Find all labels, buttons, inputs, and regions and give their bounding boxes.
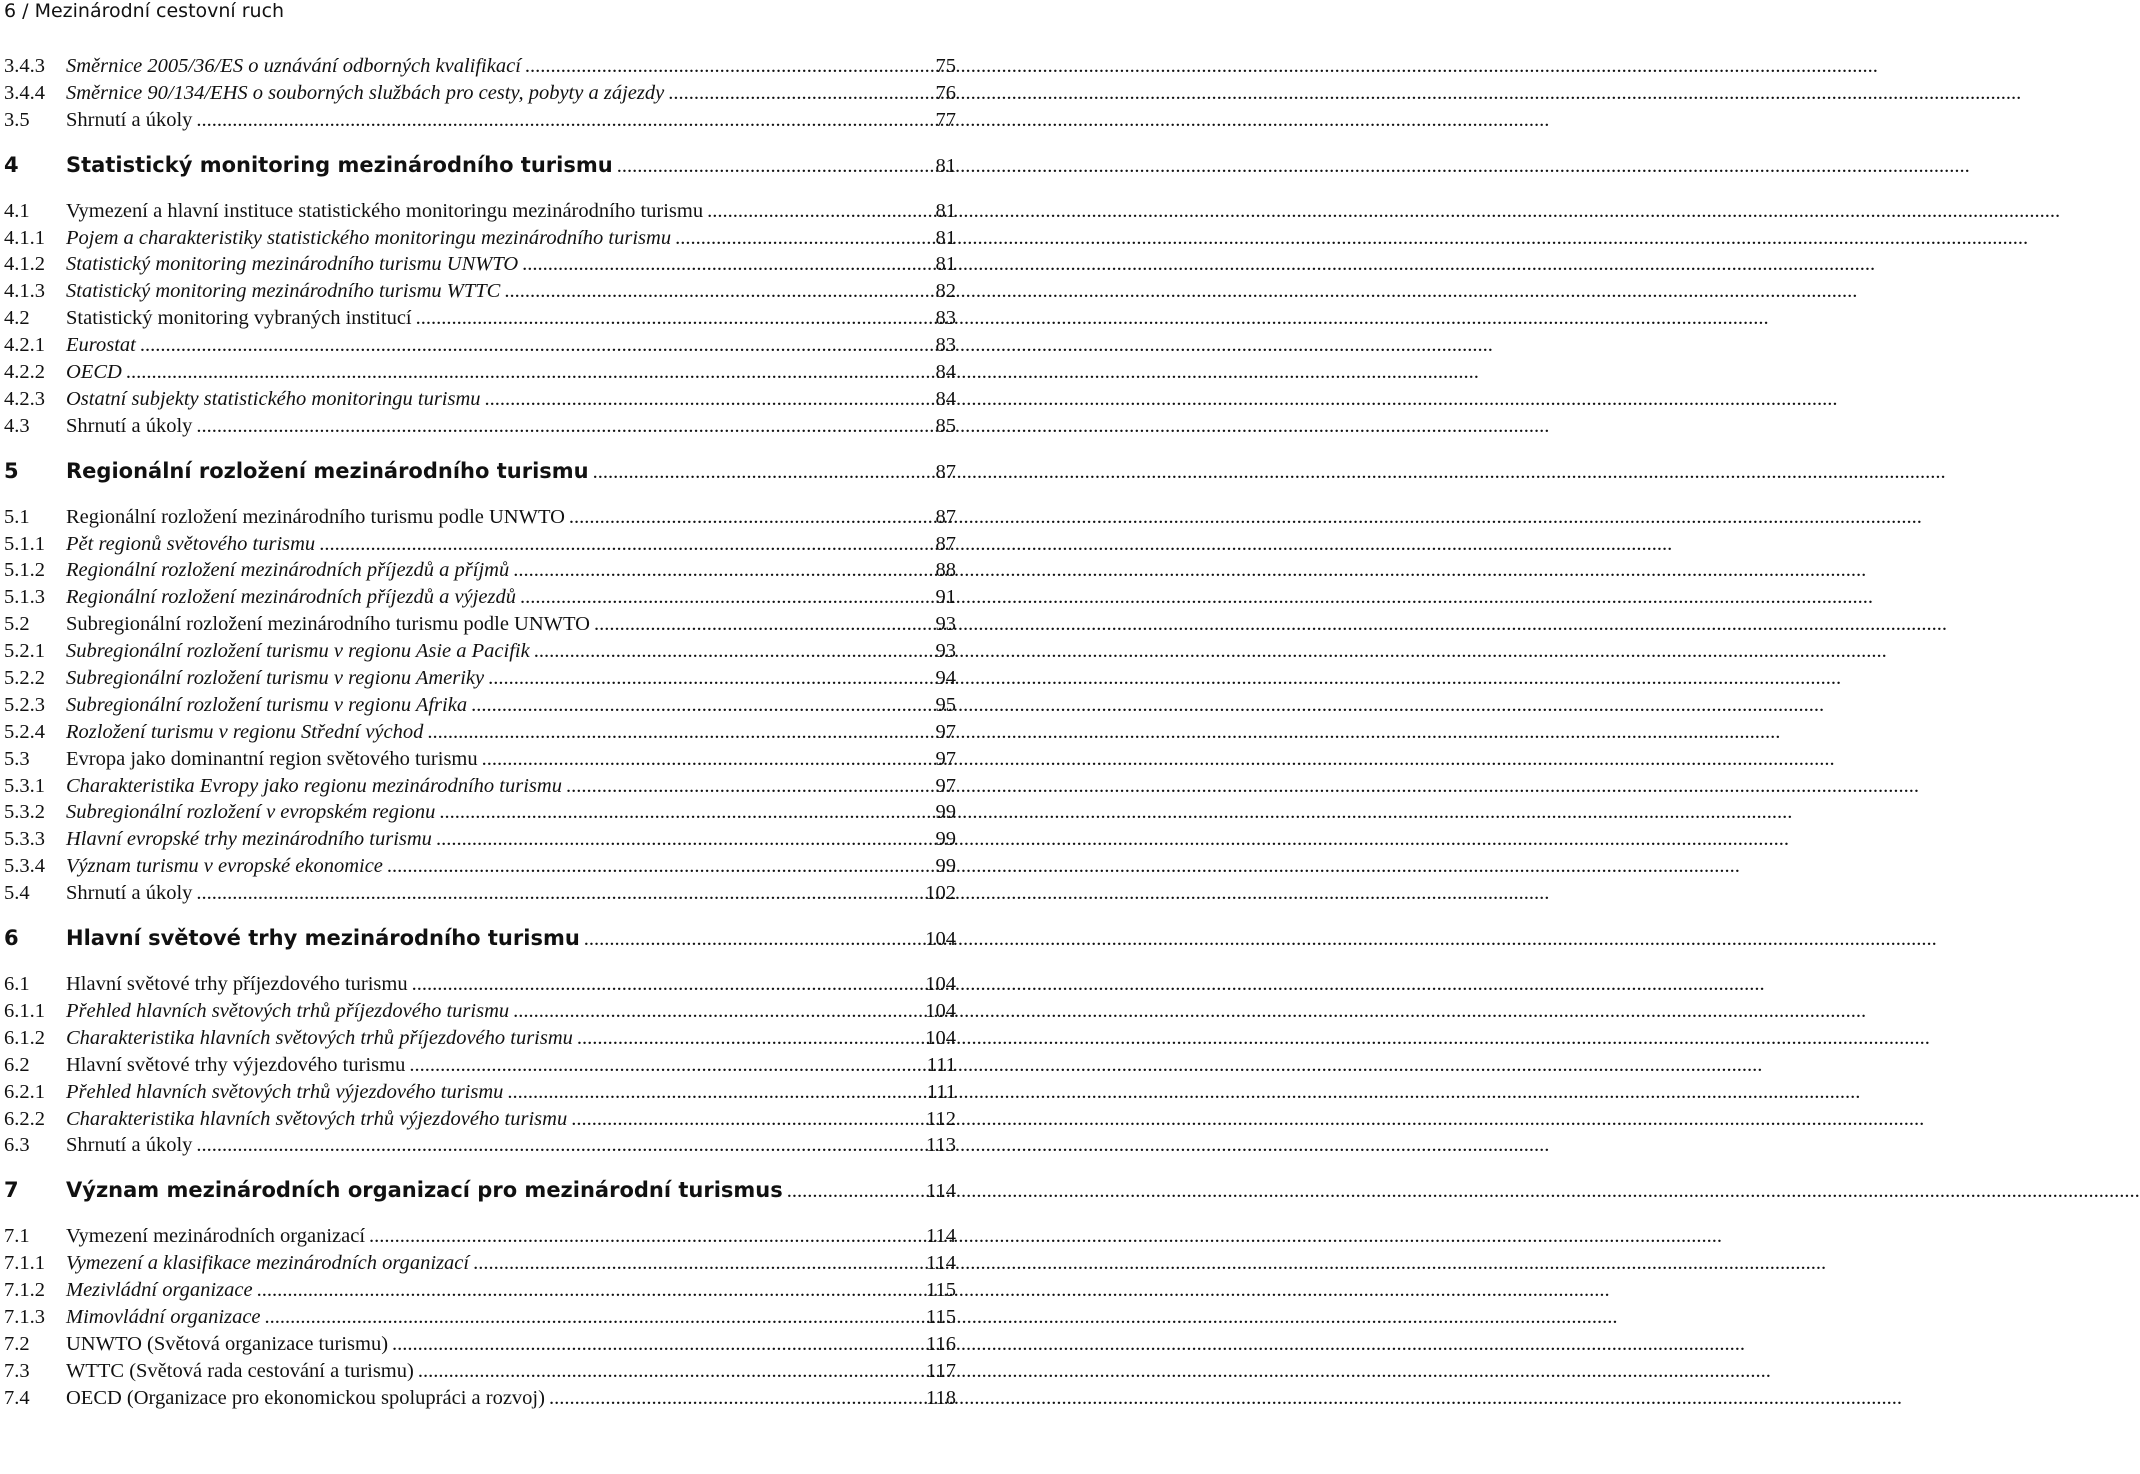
toc-entry-title: Hlavní světové trhy výjezdového turismu (66, 1053, 406, 1076)
toc-entry-number: 5.2.1 (4, 640, 45, 663)
toc-dot-leader (534, 638, 928, 665)
toc-entry-title: Vymezení a klasifikace mezinárodních organizací (66, 1252, 470, 1275)
toc-entry-number: 5.2.2 (4, 667, 45, 690)
toc-entry-title: Rozložení turismu v regionu Střední východ (66, 720, 424, 743)
toc-dot-leader (439, 799, 927, 826)
toc-entry-row[interactable] (4, 1304, 956, 1331)
toc-entry-number: 7.2 (4, 1332, 30, 1355)
toc-entry-number: 6.1 (4, 973, 30, 996)
toc-entry-title: Mezivládní organizace (66, 1279, 253, 1302)
table-of-contents (4, 53, 956, 1412)
toc-dot-leader (409, 1052, 918, 1079)
toc-chapter-row[interactable] (4, 146, 956, 184)
toc-page-number: 93 (935, 613, 956, 636)
toc-entry-row[interactable] (4, 198, 956, 225)
toc-page-number: 87 (935, 505, 956, 528)
toc-dot-leader (522, 251, 927, 278)
toc-dot-leader (436, 826, 928, 853)
toc-entry-number: 5.1.1 (4, 532, 45, 555)
toc-page-number: 104 (925, 1026, 956, 1049)
toc-entry-row[interactable] (4, 1079, 956, 1106)
toc-page-number: 112 (926, 1107, 956, 1130)
toc-page-number: 104 (925, 973, 956, 996)
toc-dot-leader (319, 531, 927, 558)
toc-page-number: 117 (926, 1359, 956, 1382)
toc-entry-row[interactable] (4, 746, 956, 773)
toc-entry-row[interactable] (4, 584, 956, 611)
toc-page-number: 82 (935, 280, 956, 303)
toc-page-number: 81 (935, 154, 956, 177)
toc-entry-number: 6.1.2 (4, 1026, 45, 1049)
toc-entry-number: 5.3.1 (4, 774, 45, 797)
toc-page-number: 81 (935, 226, 956, 249)
toc-dot-leader (584, 920, 917, 958)
toc-entry-number: 4.2.1 (4, 334, 45, 357)
toc-page-number: 84 (935, 361, 956, 384)
toc-entry-title: Hlavní evropské trhy mezinárodního turismu (66, 828, 432, 851)
toc-entry-row[interactable] (4, 332, 956, 359)
toc-entry-number: 7 (4, 1178, 19, 1203)
toc-page-number: 111 (926, 1053, 956, 1076)
toc-entry-title: Subregionální rozložení turismu v regionu Ameriky (66, 667, 485, 690)
toc-entry-title: Shrnutí a úkoly (66, 1134, 193, 1157)
toc-entry-row[interactable] (4, 665, 956, 692)
toc-entry-row[interactable] (4, 359, 956, 386)
toc-dot-leader (577, 1025, 917, 1052)
toc-dot-leader (571, 1106, 918, 1133)
toc-dot-leader (482, 746, 928, 773)
toc-page-number: 97 (935, 747, 956, 770)
toc-entry-row[interactable] (4, 692, 956, 719)
toc-entry-number: 5 (4, 458, 19, 483)
toc-entry-title: Vymezení a hlavní instituce statistického monitoringu mezinárodního turismu (66, 199, 704, 222)
toc-entry-number: 4.1 (4, 199, 30, 222)
toc-entry-title: Význam turismu v evropské ekonomice (66, 855, 383, 878)
toc-page-number: 115 (926, 1305, 956, 1328)
toc-entry-number: 5.3 (4, 747, 30, 770)
toc-dot-leader (507, 1079, 918, 1106)
toc-dot-leader (617, 147, 928, 185)
toc-entry-row[interactable] (4, 504, 956, 531)
toc-page-number: 97 (935, 720, 956, 743)
toc-entry-row[interactable] (4, 1052, 956, 1079)
toc-entry-title: Přehled hlavních světových trhů příjezdového turismu (66, 999, 510, 1022)
toc-dot-leader (594, 611, 928, 638)
toc-page-number: 114 (926, 1225, 956, 1248)
toc-page-number: 99 (935, 828, 956, 851)
toc-page-number: 104 (925, 928, 956, 951)
toc-entry-row[interactable] (4, 1331, 956, 1358)
toc-chapter-row[interactable] (4, 452, 956, 490)
toc-dot-leader (471, 692, 927, 719)
toc-entry-row[interactable] (4, 773, 956, 800)
toc-entry-title: UNWTO (Světová organizace turismu) (66, 1332, 389, 1355)
toc-page-number: 77 (935, 108, 956, 131)
toc-entry-number: 5.3.2 (4, 801, 45, 824)
toc-entry-row[interactable] (4, 799, 956, 826)
toc-entry-number: 6.1.1 (4, 999, 45, 1022)
toc-page-number: 87 (935, 532, 956, 555)
toc-entry-number: 5.1 (4, 505, 30, 528)
toc-page-number: 113 (926, 1134, 956, 1157)
toc-page-number: 93 (935, 640, 956, 663)
toc-entry-title: Hlavní světové trhy příjezdového turismu (66, 973, 408, 996)
toc-entry-title: Regionální rozložení mezinárodních příjezdů a příjmů (66, 559, 510, 582)
toc-page-number: 118 (926, 1386, 956, 1409)
toc-dot-leader (412, 971, 918, 998)
toc-entry-title: Směrnice 90/134/EHS o souborných službách pro cesty, pobyty a zájezdy (66, 81, 665, 104)
toc-dot-leader (126, 359, 928, 386)
toc-entry-title: Subregionální rozložení mezinárodního turismu podle UNWTO (66, 613, 590, 636)
toc-dot-leader (387, 853, 928, 880)
toc-entry-title: Charakteristika hlavních světových trhů příjezdového turismu (66, 1026, 573, 1049)
toc-entry-title: Regionální rozložení mezinárodního turismu podle UNWTO (66, 505, 565, 528)
toc-entry-row[interactable] (4, 1385, 956, 1412)
toc-entry-row[interactable] (4, 1132, 956, 1159)
toc-page-number: 83 (935, 307, 956, 330)
toc-entry-title: Eurostat (66, 334, 136, 357)
toc-entry-row[interactable] (4, 1277, 956, 1304)
toc-entry-number: 5.2.4 (4, 720, 45, 743)
toc-entry-title: WTTC (Světová rada cestování a turismu) (66, 1359, 414, 1382)
toc-page-number: 88 (935, 559, 956, 582)
toc-page-number: 81 (935, 253, 956, 276)
toc-dot-leader (196, 107, 927, 134)
toc-page-number: 111 (926, 1080, 956, 1103)
toc-entry-number: 4.2 (4, 307, 30, 330)
toc-entry-title: Statistický monitoring mezinárodního turismu (66, 152, 613, 177)
toc-page-number: 114 (926, 1252, 956, 1275)
toc-dot-leader (140, 332, 928, 359)
toc-entry-row[interactable] (4, 638, 956, 665)
toc-dot-leader (549, 1385, 918, 1412)
toc-entry-title: OECD (66, 361, 122, 384)
toc-entry-title: Význam mezinárodních organizací pro mezinárodní turismus (66, 1178, 783, 1203)
running-header: 6 / Mezinárodní cestovní ruch (4, 0, 285, 22)
toc-page-number: 94 (935, 667, 956, 690)
toc-entry-title: Subregionální rozložení turismu v regionu Afrika (66, 693, 468, 716)
toc-dot-leader (196, 880, 917, 907)
toc-entry-number: 6.2 (4, 1053, 30, 1076)
toc-entry-title: Pět regionů světového turismu (66, 532, 316, 555)
toc-page-number: 102 (925, 882, 956, 905)
toc-entry-row[interactable] (4, 225, 956, 252)
toc-entry-number: 5.3.3 (4, 828, 45, 851)
toc-entry-row[interactable] (4, 278, 956, 305)
toc-entry-row[interactable] (4, 1250, 956, 1277)
toc-entry-title: Ostatní subjekty statistického monitoringu turismu (66, 387, 481, 410)
toc-page-number: 95 (935, 693, 956, 716)
toc-entry-row[interactable] (4, 251, 956, 278)
toc-entry-number: 4.1.3 (4, 280, 45, 303)
toc-page-number: 99 (935, 855, 956, 878)
toc-entry-title: Pojem a charakteristiky statistického monitoringu mezinárodního turismu (66, 226, 672, 249)
toc-entry-title: Vymezení mezinárodních organizací (66, 1225, 366, 1248)
toc-dot-leader (392, 1331, 918, 1358)
toc-entry-title: Regionální rozložení mezinárodních příjezdů a výjezdů (66, 586, 516, 609)
toc-entry-title: Shrnutí a úkoly (66, 108, 193, 131)
toc-dot-leader (418, 1358, 918, 1385)
toc-dot-leader (520, 584, 928, 611)
toc-entry-row[interactable] (4, 998, 956, 1025)
toc-dot-leader (504, 278, 927, 305)
toc-entry-title: Statistický monitoring mezinárodního turismu WTTC (66, 280, 501, 303)
toc-entry-row[interactable] (4, 1358, 956, 1385)
toc-entry-title: Regionální rozložení mezinárodního turismu (66, 458, 589, 483)
toc-entry-row[interactable] (4, 1106, 956, 1133)
toc-chapter-row[interactable] (4, 919, 956, 957)
toc-entry-row[interactable] (4, 1025, 956, 1052)
toc-entry-row[interactable] (4, 1223, 956, 1250)
toc-entry-number: 7.1.3 (4, 1305, 45, 1328)
toc-dot-leader (513, 998, 917, 1025)
toc-entry-title: Shrnutí a úkoly (66, 882, 193, 905)
toc-dot-leader (257, 1277, 918, 1304)
toc-page-number: 84 (935, 387, 956, 410)
toc-page-number: 99 (935, 801, 956, 824)
toc-entry-number: 4.1.2 (4, 253, 45, 276)
toc-entry-title: OECD (Organizace pro ekonomickou spolupráci a rozvoj) (66, 1386, 545, 1409)
toc-entry-title: Subregionální rozložení v evropském regionu (66, 801, 436, 824)
toc-entry-number: 6 (4, 926, 19, 951)
toc-entry-title: Evropa jako dominantní region světového turismu (66, 747, 478, 770)
toc-entry-row[interactable] (4, 386, 956, 413)
toc-dot-leader (668, 80, 927, 107)
toc-entry-number: 7.1.1 (4, 1252, 45, 1275)
toc-entry-title: Charakteristika hlavních světových trhů výjezdového turismu (66, 1107, 568, 1130)
toc-entry-number: 3.4.3 (4, 55, 45, 77)
toc-entry-title: Přehled hlavních světových trhů výjezdového turismu (66, 1080, 504, 1103)
toc-page-number: 81 (935, 199, 956, 222)
toc-page-number: 85 (935, 414, 956, 437)
toc-dot-leader (707, 198, 927, 225)
toc-entry-row[interactable] (4, 107, 956, 134)
toc-entry-row[interactable] (4, 413, 956, 440)
toc-entry-row[interactable] (4, 80, 956, 107)
toc-dot-leader (265, 1304, 918, 1331)
toc-entry-number: 5.2 (4, 613, 30, 636)
toc-dot-leader (485, 386, 928, 413)
toc-entry-number: 5.1.2 (4, 559, 45, 582)
toc-dot-leader (787, 1172, 918, 1210)
toc-dot-leader (525, 53, 928, 80)
toc-entry-title: Subregionální rozložení turismu v regionu Asie a Pacifik (66, 640, 530, 663)
toc-entry-row[interactable] (4, 53, 956, 80)
toc-page-number: 76 (935, 81, 956, 104)
toc-entry-number: 4.3 (4, 414, 30, 437)
toc-dot-leader (569, 504, 928, 531)
toc-entry-title: Mimovládní organizace (66, 1305, 261, 1328)
toc-entry-number: 3.4.4 (4, 81, 45, 104)
toc-entry-row[interactable] (4, 305, 956, 332)
toc-page-number: 114 (926, 1180, 956, 1203)
toc-entry-number: 6.2.1 (4, 1080, 45, 1103)
toc-entry-title: Směrnice 2005/36/ES o uznávání odborných kvalifikací (66, 55, 521, 77)
toc-entry-title: Statistický monitoring mezinárodního turismu UNWTO (66, 253, 519, 276)
toc-chapter-row[interactable] (4, 1171, 956, 1209)
toc-entry-number: 7.4 (4, 1386, 30, 1409)
toc-entry-title: Statistický monitoring vybraných institucí (66, 307, 412, 330)
toc-entry-number: 7.1.2 (4, 1279, 45, 1302)
toc-entry-number: 4 (4, 152, 19, 177)
toc-entry-row[interactable] (4, 719, 956, 746)
toc-entry-title: Shrnutí a úkoly (66, 414, 193, 437)
toc-dot-leader (566, 773, 928, 800)
toc-dot-leader (196, 413, 927, 440)
toc-page-number: 91 (935, 586, 956, 609)
toc-entry-number: 7.3 (4, 1359, 30, 1382)
toc-entry-row[interactable] (4, 611, 956, 638)
toc-dot-leader (593, 453, 928, 491)
toc-dot-leader (196, 1132, 918, 1159)
toc-entry-number: 7.1 (4, 1225, 30, 1248)
toc-dot-leader (473, 1250, 918, 1277)
toc-entry-row[interactable] (4, 557, 956, 584)
toc-entry-number: 6.3 (4, 1134, 30, 1157)
toc-entry-number: 5.2.3 (4, 693, 45, 716)
toc-dot-leader (416, 305, 928, 332)
toc-entry-number: 5.1.3 (4, 586, 45, 609)
toc-page-number: 115 (926, 1279, 956, 1302)
toc-dot-leader (488, 665, 927, 692)
toc-entry-number: 5.3.4 (4, 855, 45, 878)
toc-entry-row[interactable] (4, 971, 956, 998)
toc-page-number: 116 (926, 1332, 956, 1355)
toc-entry-number: 4.1.1 (4, 226, 45, 249)
toc-entry-row[interactable] (4, 853, 956, 880)
toc-page-number: 75 (935, 55, 956, 77)
toc-dot-leader (513, 557, 927, 584)
toc-dot-leader (675, 225, 927, 252)
toc-page-number: 83 (935, 334, 956, 357)
toc-entry-title: Hlavní světové trhy mezinárodního turismu (66, 926, 580, 951)
toc-entry-number: 3.5 (4, 108, 30, 131)
toc-entry-number: 6.2.2 (4, 1107, 45, 1130)
toc-entry-number: 4.2.3 (4, 387, 45, 410)
toc-dot-leader (427, 719, 927, 746)
toc-entry-row[interactable] (4, 531, 956, 558)
toc-page-number: 104 (925, 999, 956, 1022)
toc-entry-title: Charakteristika Evropy jako regionu mezinárodního turismu (66, 774, 562, 797)
toc-entry-number: 4.2.2 (4, 361, 45, 384)
toc-entry-row[interactable] (4, 826, 956, 853)
toc-page-number: 97 (935, 774, 956, 797)
toc-dot-leader (369, 1223, 918, 1250)
toc-entry-number: 5.4 (4, 882, 30, 905)
toc-entry-row[interactable] (4, 880, 956, 907)
toc-page-number: 87 (935, 460, 956, 483)
